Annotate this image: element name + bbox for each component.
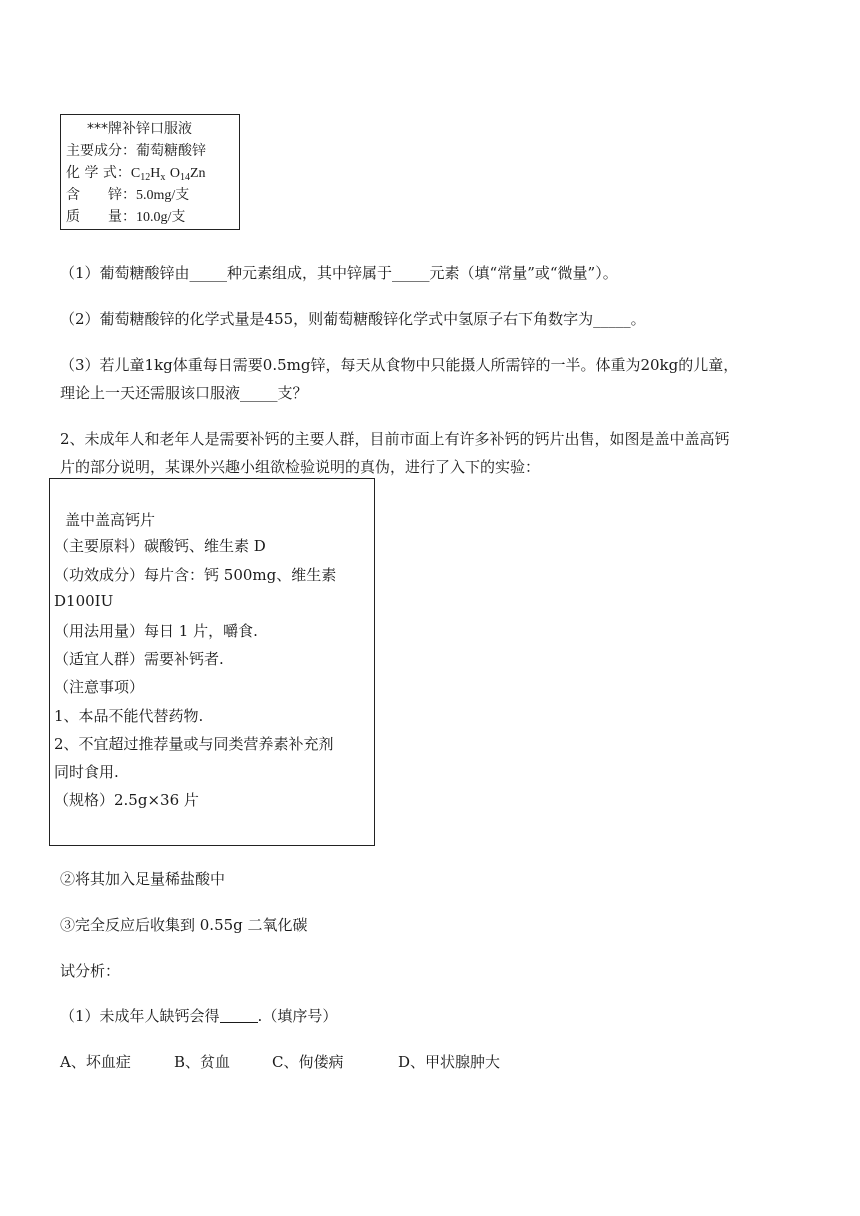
question-1-part-3-line-2: 理论上一天还需服该口服液_____支？ xyxy=(60,384,308,402)
formula-zn: Zn xyxy=(189,166,206,181)
calcium-efficacy-line-1: （功效成分）每片含：钙 500mg、维生素 xyxy=(54,566,337,584)
calcium-notes-heading: （注意事项） xyxy=(54,678,145,696)
analysis-question-1 xyxy=(60,1005,337,1026)
zinc-label-box xyxy=(60,114,240,230)
question-2-intro-line-2: 片的部分说明，某课外兴趣小组欲检验说明的真伪，进行了入下的实验： xyxy=(60,458,541,476)
calcium-label-title: 盖中盖高钙片 xyxy=(65,511,156,529)
option-d: D、甲状腺肿大 xyxy=(398,1053,501,1071)
analysis-question-prefix: （1）未成年人缺钙会得 xyxy=(60,1007,220,1025)
experiment-step-2: ②将其加入足量稀盐酸中 xyxy=(60,870,226,888)
zinc-label-zinc-content xyxy=(66,184,189,204)
calcium-note-2-line-1: 2、不宜超过推荐量或与同类营养素补充剂 xyxy=(54,735,334,753)
mass-key: 质 量： xyxy=(66,209,136,225)
experiment-step-3: ③完全反应后收集到 0.55g 二氧化碳 xyxy=(60,916,308,934)
zinc-value: 5.0mg/支 xyxy=(136,188,190,203)
formula-o-sub: 14 xyxy=(179,172,190,183)
question-1-part-2: （2）葡萄糖酸锌的化学式量是455，则葡萄糖酸锌化学式中氢原子右下角数字为_____。 xyxy=(60,310,646,328)
mass-value: 10.0g/支 xyxy=(136,210,186,225)
formula-c-sub: 12 xyxy=(140,172,151,183)
question-1-part-3-line-1: （3）若儿童1kg体重每日需要0.5mg锌，每天从食物中只能摄人所需锌的一半。体重为20kg的儿童， xyxy=(60,356,739,374)
calcium-audience: （适宜人群）需要补钙者. xyxy=(54,650,224,668)
option-c: C、佝偻病 xyxy=(272,1053,344,1071)
formula-prefix: 化 学 式： xyxy=(66,165,131,181)
formula-o: O xyxy=(169,166,180,181)
analysis-heading: 试分析： xyxy=(60,962,121,980)
zinc-label-mass xyxy=(66,206,185,226)
calcium-efficacy-line-2: D100IU xyxy=(54,592,114,610)
formula-h-sub: x xyxy=(160,172,166,183)
calcium-label-box xyxy=(49,478,375,846)
question-1-part-1: （1）葡萄糖酸锌由_____种元素组成，其中锌属于_____元素（填“常量”或“微量”）。 xyxy=(60,264,618,282)
calcium-note-2-line-2: 同时食用. xyxy=(54,763,119,781)
zinc-label-ingredient: 主要成分：葡萄糖酸锌 xyxy=(66,143,206,159)
zinc-key: 含 锌： xyxy=(66,187,136,203)
analysis-question-suffix: .（填序号） xyxy=(257,1007,338,1025)
zinc-label-title: ***牌补锌口服液 xyxy=(87,121,192,137)
option-a: A、坏血症 xyxy=(60,1053,131,1071)
question-2-intro-line-1: 2、未成年人和老年人是需要补钙的主要人群，目前市面上有许多补钙的钙片出售，如图是盖中盖高钙 xyxy=(60,430,730,448)
calcium-note-1: 1、本品不能代替药物. xyxy=(54,707,204,725)
calcium-spec: （规格）2.5g×36 片 xyxy=(54,791,199,809)
formula-c: C xyxy=(130,166,141,181)
formula-h: H xyxy=(150,166,161,181)
calcium-raw-materials: （主要原料）碳酸钙、维生素 D xyxy=(54,537,266,555)
calcium-usage: （用法用量）每日 1 片，嚼食. xyxy=(54,622,258,640)
zinc-label-formula xyxy=(66,162,206,182)
answer-blank xyxy=(220,1008,258,1023)
option-b: B、贫血 xyxy=(174,1053,231,1071)
